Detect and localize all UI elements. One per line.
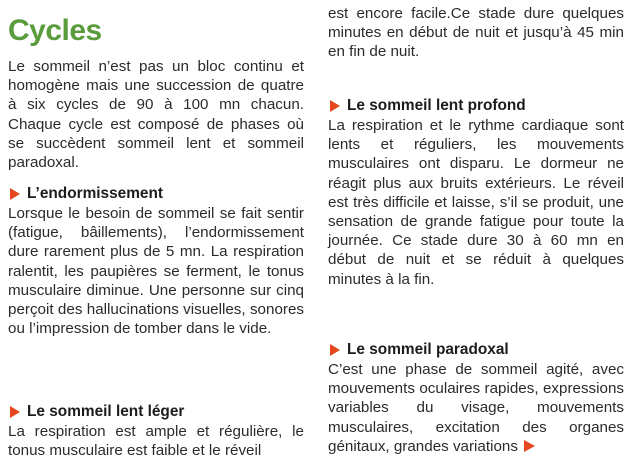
section-paragraph-text: C’est une phase de sommeil agité, avec mouvements oculaires rapides, expressions variables du visage, mouvements musculaires, excitation des organes génitaux, grandes variations bbox=[328, 361, 624, 455]
section-endormissement bbox=[8, 184, 304, 338]
section-heading-text: Le sommeil paradoxal bbox=[347, 341, 509, 358]
continue-arrow-icon bbox=[524, 440, 535, 452]
section-paragraph: La respiration est ample et régulière, le tonus musculaire est faible et le réveil bbox=[8, 423, 304, 460]
section-lent-leger-continued bbox=[328, 4, 624, 62]
intro-paragraph: Le sommeil n’est pas un bloc continu et homogène mais une succession de quatre à six cycles de 90 à 100 mn chacun. Chaque cycle est composé de phases où se succèdent sommeil lent et sommeil paradoxal. bbox=[8, 58, 304, 172]
page-title: Cycles bbox=[8, 14, 102, 47]
section-paragraph-paradoxal bbox=[328, 360, 624, 456]
section-lent-profond bbox=[328, 96, 624, 289]
section-heading bbox=[328, 96, 624, 116]
triangle-right-icon bbox=[10, 406, 20, 418]
triangle-right-icon bbox=[330, 344, 340, 356]
section-heading-text: Le sommeil lent profond bbox=[347, 97, 526, 114]
section-heading-text: L’endormissement bbox=[27, 185, 163, 202]
section-lent-leger bbox=[8, 402, 304, 460]
section-paragraph: La respiration et le rythme cardiaque sont lents et réguliers, les mouvements musculaires ont disparu. Le dormeur ne réagit plus aux bruits extérieurs. Le réveil est très difficile et laisse, s’il se produit, une sensation de grande fatigue pour toute la journée. Ce stade dure 30 à 60 mn en début de nuit et se réduit à quelques minutes à la fin. bbox=[328, 117, 624, 288]
triangle-right-icon bbox=[330, 100, 340, 112]
section-paragraph: Lorsque le besoin de sommeil se fait sentir (fatigue, bâillements), l’endormissement dure rarement plus de 5 mn. La respiration ralentit, les paupières se ferment, le tonus musculaire diminue. Une personne sur cinq perçoit des hallucinations visuelles, sonores ou l’impression de tomber dans le vide. bbox=[8, 205, 304, 338]
section-heading-text: Le sommeil lent léger bbox=[27, 403, 185, 420]
triangle-right-icon bbox=[10, 188, 20, 200]
intro-block bbox=[8, 57, 304, 172]
section-paragraph: est encore facile.Ce stade dure quelques minutes en début de nuit et jusqu’à 45 min en fin de nuit. bbox=[328, 5, 624, 61]
section-heading bbox=[8, 402, 304, 422]
section-heading bbox=[8, 184, 304, 204]
section-heading bbox=[328, 340, 624, 360]
section-paradoxal bbox=[328, 340, 624, 456]
